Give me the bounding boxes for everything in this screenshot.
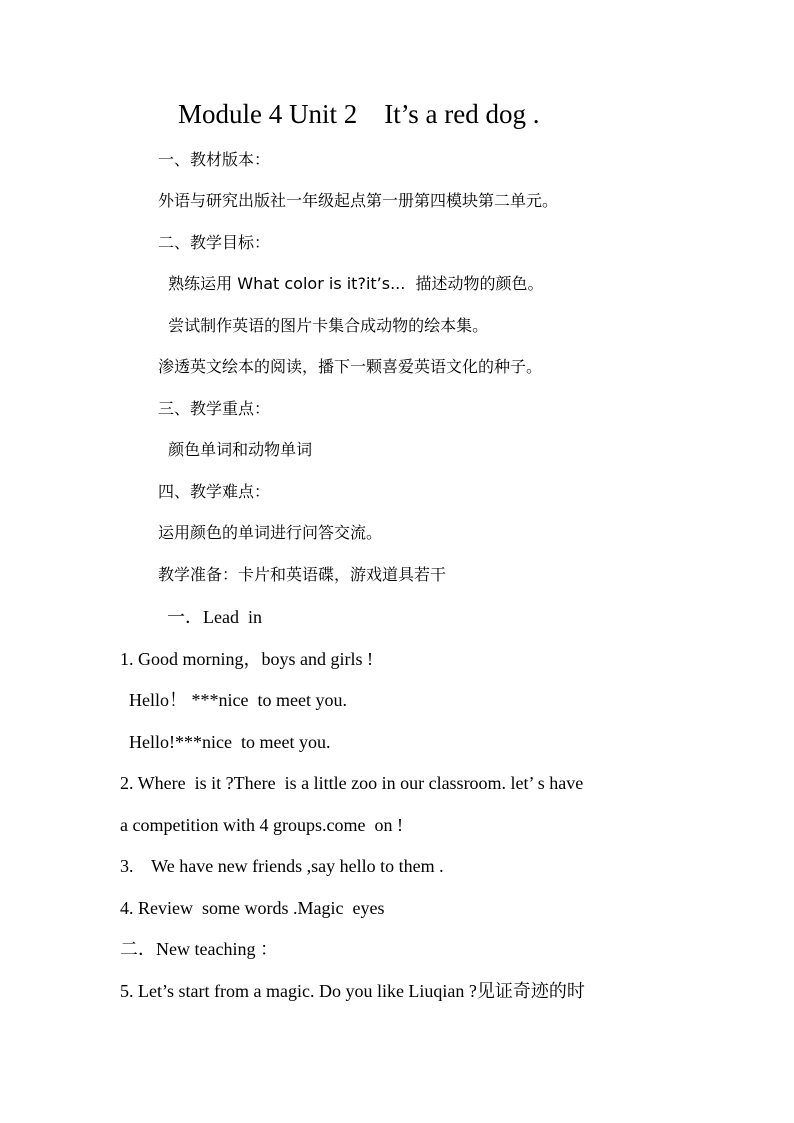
paragraph-step-2: 2. Where is it ?There is a little zoo in our classroom. let’ s have <box>120 773 584 793</box>
paragraph-goal-1: 熟练运用 What color is it?it’s... 描述动物的颜色。 <box>158 274 544 293</box>
section-heading-textbook-version: 一、教材版本： <box>158 150 271 169</box>
paragraph-step-5: 5. Let’s start from a magic. Do you like Liuqian ?见证奇迹的时 <box>120 981 585 1001</box>
paragraph-difficulties: 运用颜色的单词进行问答交流。 <box>158 523 383 542</box>
section-heading-key-points: 三、教学重点： <box>158 399 271 418</box>
paragraph-step-3: 3. We have new friends ,say hello to them . <box>120 856 444 876</box>
paragraph-key-points: 颜色单词和动物单词 <box>158 440 313 459</box>
paragraph-step-2-line-2: a competition with 4 groups.come on ! <box>120 815 403 835</box>
paragraph-goal-3: 渗透英文绘本的阅读，播下一颗喜爱英语文化的种子。 <box>158 357 543 376</box>
paragraph-step-1-line-2: Hello！ ***nice to meet you. <box>120 690 347 710</box>
section-heading-difficulties: 四、教学难点： <box>158 482 271 501</box>
paragraph-goal-2: 尝试制作英语的图片卡集合成动物的绘本集。 <box>158 316 489 335</box>
section-heading-new-teaching: 二．New teaching ： <box>120 939 278 959</box>
paragraph-step-1: 1. Good morning，boys and girls ! <box>120 649 373 669</box>
paragraph-textbook-version: 外语与研究出版社一年级起点第一册第四模块第二单元。 <box>158 191 559 210</box>
document-title: Module 4 Unit 2 It’s a red dog . <box>178 99 540 129</box>
paragraph-step-4: 4. Review some words .Magic eyes <box>120 898 385 918</box>
section-heading-teaching-goals: 二、教学目标： <box>158 233 271 252</box>
section-heading-lead-in: 一．Lead in <box>158 607 262 627</box>
paragraph-step-1-line-3: Hello!***nice to meet you. <box>120 732 331 752</box>
paragraph-preparation: 教学准备：卡片和英语碟，游戏道具若干 <box>158 565 447 584</box>
